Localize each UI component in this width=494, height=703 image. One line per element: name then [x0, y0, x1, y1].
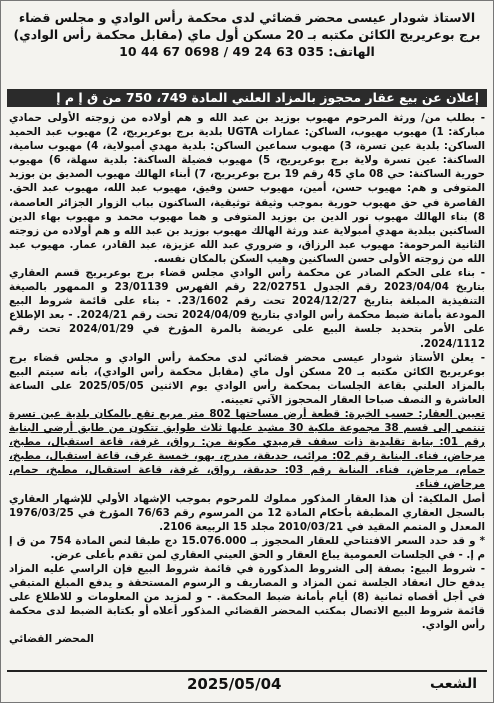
phone-numbers: 035 63 24 49 / 0698 67 44 10	[119, 44, 324, 59]
paragraph-judgment: - بناء على الحكم الصادر عن محكمة رأس الوادي مجلس قضاء برج بوعريريج قسم العقاري بتاريخ 2023/04/04 رقم الجدول 22/02751 رقم الفهرس 23/01139 و الممهور بالصيغة التنفيذية المبلغة بتاريخ 2024/12/27 تحت رقم 23/1602. - بناء على قائمة شروط البيع المودعة بأمانة ضبط محكمة رأس الوادي بتاريخ 2024/04/09 تحت رقم 2024/21. - بعد الإطلاع على الأمر بتحديد جلسة البيع على عريضة بالمرة المؤرخ في 2024/01/29 تحت رقم 2024/1112.	[9, 267, 485, 350]
header-line-2: برج بوعريريج الكائن مكتبه بـ 20 مسكن أول ماي (مقابل محكمة رأس الوادي)	[13, 27, 481, 42]
bailiff-header	[7, 9, 487, 87]
paragraph-sale-announcement: - يعلن الأستاذ شودار عيسى محضر قضائي لدى محكمة رأس الوادي و مجلس قضاء برج بوعريريج الكائن مكتبه بـ 20 مسكن أول ماي (مقابل محكمة رأس الوادي)، بأنه سيتم البيع بالمزاد العلني بقاعة الجلسات بمحكمة رأس الوادي يوم الاثنين 2025/05/05 على الساعة العاشرة و النصف صباحا العقار المحجوز الآتي تعيينه.	[9, 351, 485, 406]
paragraph-ownership-origin: أصل الملكية: أن هذا العقار المذكور مملوك للمرحوم بموجب الإشهاد الأولي للإشهار العقاري بالسجل العقاري المطبقة بأحكام المادة 12 من المرسوم رقم 76/63 المؤرخ في 1976/03/25 المعدل و المتمم المقيد في 2010/03/21 مجلد 15 الربيعة 2106.	[9, 492, 485, 533]
paragraph-sale-terms: - شروط البيع: بصفة إلى الشروط المذكورة في قائمة شروط البيع فإن الراسي عليه المزاد يدفع حال انعقاد الجلسة ثمن المزاد و المصاريف و الرسوم المستحقة و يدفع المبلغ المتبقي في أجل أقصاه ثمانية (8) أيام بأمانة ضبط المحكمة. - و لمزيد من المعلومات و للاطلاع على قائمة شروط البيع الاتصال بمكتب المحضر القضائي المذكور أعلاه أو بكتابة الضبط لدى محكمة رأس الوادي.	[9, 563, 485, 632]
paragraph-property-description: تعيين العقار: حسب الخبرة: قطعة أرض مساحتها 802 متر مربع تقع بالمكان بلدية عين تسرة تنتمي إلى قسم 38 مجموعة ملكية 30 مشيد عليها ثلاث طوابق تتكون من طابق أرضي البناية رقم 01: بناية تقليدية ذات سقف قرميدي مكونة من: رواق، غرفة، قاعة استقبال، مطبخ، مرحاض، فناء. البناية رقم 02: مرائب، حديقة، مدرج، بهو، خمسة غرف، قاعة استقبال، مطبخ، حمام، مرحاض، فناء. البناية رقم 03: حديقة، رواق، غرفة، قاعة استقبال، مطبخ، حمام، مرحاض، فناء.	[9, 407, 485, 491]
signature: المحضر القضائي	[9, 633, 94, 646]
header-line-1: الاستاذ شودار عيسى محضر قضائي لدى محكمة رأس الوادي و مجلس قضاء	[18, 10, 476, 25]
notice-title-banner: إعلان عن بيع عقار محجوز بالمزاد العلني المادة 749، 750 من ق إ م إ	[7, 89, 487, 107]
paragraph-opening-price: * و قد حدد السعر الافتتاحي للعقار المحجوز بـ 15.076.000 دج طبقا لنص المادة 754 من ق إ م إ. - في الجلسات العمومية يباع العقار و الحق العيني العقاري لمن تقدم بأعلى عرض.	[9, 534, 485, 561]
newspaper-name: الشعب	[429, 676, 477, 692]
header-phone	[7, 43, 487, 60]
notice-body	[9, 111, 485, 666]
paragraph-requesters: - بطلب من/ ورثة المرحوم مهيوب بوزيد بن عبد الله و هم أولاده من زوجته الأولى حمادي مباركة: 1) مهيوب مهيوب، الساكن: عمارات UGTA بلدية برج بوعريريج، 2) مهيوب عبد الحميد الساكن: بلدية عين تسرة، 3) مهيوب سماعين الساكن: بلدية مهدي أمبولاية، 4) مهيوب سامية، الساكنة: عين تسرة ولاية برج بوعريريج، 5) مهيوب فضيلة الساكنة: بلدية سهلة، 6) مهيوب حورية الساكنة: حي 08 ماي 45 رقم 19 برج بوعريريج، 7) أبناء الهالك مهيوب الصديق بن بوزيد المتوفى و هم: مهيوب حسن، أمين، مهيوب حسن وفيق، مهيوب عبد الله، مهيوب عبد الحق. القاصرة في حق مهيوب حورية بموجب وثيقة توثيقية، الساكنون بباب الزوار الجزائر العاصمة، 8) بناء الهالك مهيوب نور الدين بن بوزيد المتوفى و هما مهيوب محمد و مهيوب بهاء الدين الساكنين ببلدية مهدي أمبولاية عند ورثة الهالك مهيوب بوزيد بن عبد الله و هم أولاده من زوجته الثانية المرحومة: مهيوب عبد الرزاق، و ضروري عبد الله عزيزة، عبد القادر، عمار. مهيوب عبد الله من زوجته الأولى حسن الساكنين وهيب السكن بالمكان نفسه.	[9, 112, 485, 265]
clipping-footer	[7, 670, 487, 696]
publication-date: 2025/05/04	[187, 675, 282, 693]
phone-label: الهاتف:	[328, 44, 375, 59]
